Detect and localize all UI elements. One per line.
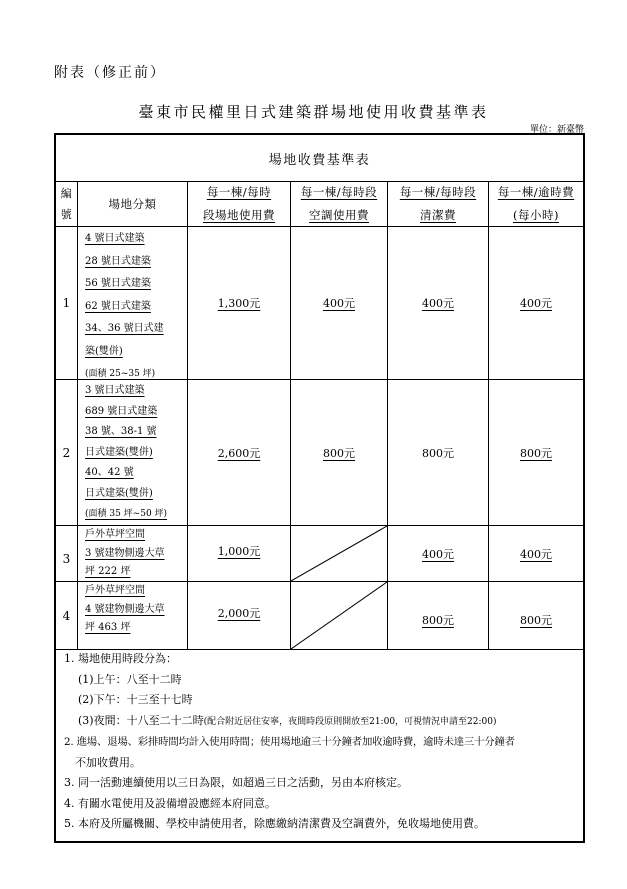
venue-fee: 1,300元 (217, 297, 261, 310)
header-venue-fee (188, 182, 290, 226)
note-1-afternoon: (2)下午：十三至十七時 (78, 693, 193, 706)
header-ac-fee-line2: 空調使用費 (309, 208, 369, 222)
header-number-line1: 編 (60, 187, 73, 200)
venue-area: (面積 35 坪~50 坪) (85, 509, 168, 519)
note-1-evening (64, 711, 515, 733)
venue-item: 40、42 號 (85, 467, 134, 478)
row-number: 4 (62, 608, 71, 623)
cleaning-fee: 400元 (422, 297, 454, 310)
currency-unit: 單位：新臺幣 (529, 125, 584, 135)
header-category: 場地分類 (108, 196, 157, 211)
venue-item: 日式建築(雙併) (85, 446, 153, 458)
venue-item: 689 號日式建築 (85, 405, 158, 417)
note-1-evening-remark: (配合附近居住安寧，夜間時段原則開放至21:00，可視情況申請至22:00) (203, 716, 497, 727)
venue-item: 4 號建物側邊大草 (85, 603, 165, 615)
venue-item: 日式建築(雙併) (85, 487, 153, 499)
venue-area: (面積 25~35 坪) (85, 369, 156, 379)
venue-item: 56 號日式建築 (85, 278, 151, 289)
venue-item: 34、36 號日式建 (85, 323, 164, 334)
venue-fee: 2,000元 (217, 606, 261, 620)
note-2-continued: 不加收費用。 (75, 755, 141, 769)
header-number (56, 182, 77, 226)
venue-item: 戶外草坪空間 (85, 529, 145, 540)
overtime-fee: 400元 (520, 297, 552, 310)
note-1-morning: (1)上午：八至十二時 (78, 672, 182, 686)
overtime-fee: 400元 (520, 547, 552, 561)
row-number: 2 (62, 445, 71, 460)
table-heading: 場地收費基準表 (268, 152, 371, 168)
venue-list (85, 582, 165, 638)
venue-item: 4 號日式建築 (85, 233, 145, 244)
note-1-evening-main: (3)夜間：十八至二十二時 (78, 713, 204, 727)
header-ac-fee (291, 182, 387, 226)
venue-list (85, 526, 165, 582)
venue-item: 3 號日式建築 (85, 385, 145, 396)
venue-fee: 2,600元 (217, 446, 261, 460)
venue-item: 3 號建物側邊大草 (85, 547, 165, 559)
notes-section (64, 649, 515, 835)
cleaning-fee: 400元 (422, 547, 454, 561)
venue-item: 坪 222 坪 (85, 566, 131, 577)
venue-item: 62 號日式建築 (85, 300, 151, 312)
header-venue-fee-line1: 每一棟/每時 (206, 185, 272, 199)
venue-item: 28 號日式建築 (85, 255, 151, 267)
venue-item: 坪 463 坪 (85, 622, 131, 633)
venue-fee: 1,000元 (217, 544, 261, 558)
note-1: 1. 場地使用時段分為： (64, 652, 177, 665)
row-number: 3 (62, 551, 71, 566)
venue-item: 38 號、38-1 號 (85, 426, 157, 437)
header-overtime-fee-line1: 每一棟/逾時費 (497, 185, 575, 199)
cleaning-fee: 800元 (422, 613, 454, 627)
note-4: 4. 有關水電使用及設備增設應經本府同意。 (64, 796, 276, 810)
header-cleaning-fee (388, 182, 488, 226)
venue-list (85, 381, 167, 525)
fee-table (54, 133, 585, 843)
venue-item: 築(雙併) (85, 345, 123, 357)
header-cleaning-fee-line2: 清潔費 (420, 208, 456, 222)
not-applicable-slash (291, 526, 387, 581)
venue-list (85, 228, 164, 386)
header-number-line2: 號 (60, 208, 73, 221)
divider (77, 181, 78, 649)
header-overtime-fee-line2: (每小時) (513, 208, 559, 222)
header-cleaning-fee-line1: 每一棟/每時段 (399, 185, 477, 199)
not-applicable-slash (291, 582, 387, 649)
note-3: 3. 同一活動連續使用以三日為限，如超過三日之活動，另由本府核定。 (64, 776, 408, 789)
note-2: 2. 進場、退場、彩排時間均計入使用時間；使用場地逾三十分鐘者加收逾時費，逾時未達三十分鐘者 (64, 736, 515, 748)
row-number: 1 (62, 296, 71, 310)
cleaning-fee: 800元 (422, 446, 454, 460)
note-5: 5. 本府及所屬機關、學校申請使用者，除應繳納清潔費及空調費外，免收場地使用費。 (64, 817, 485, 830)
header-venue-fee-line2: 段場地使用費 (203, 208, 275, 222)
ac-fee: 400元 (323, 297, 355, 310)
document-title: 臺東市民權里日式建築群場地使用收費基準表 (138, 103, 489, 121)
header-ac-fee-line1: 每一棟/每時段 (300, 185, 378, 199)
header-overtime-fee (489, 182, 583, 226)
ac-fee: 800元 (323, 446, 355, 460)
venue-item: 戶外草坪空間 (85, 585, 145, 596)
document-label: 附表（修正前） (54, 65, 166, 81)
overtime-fee: 800元 (520, 446, 552, 460)
overtime-fee: 800元 (520, 613, 552, 627)
